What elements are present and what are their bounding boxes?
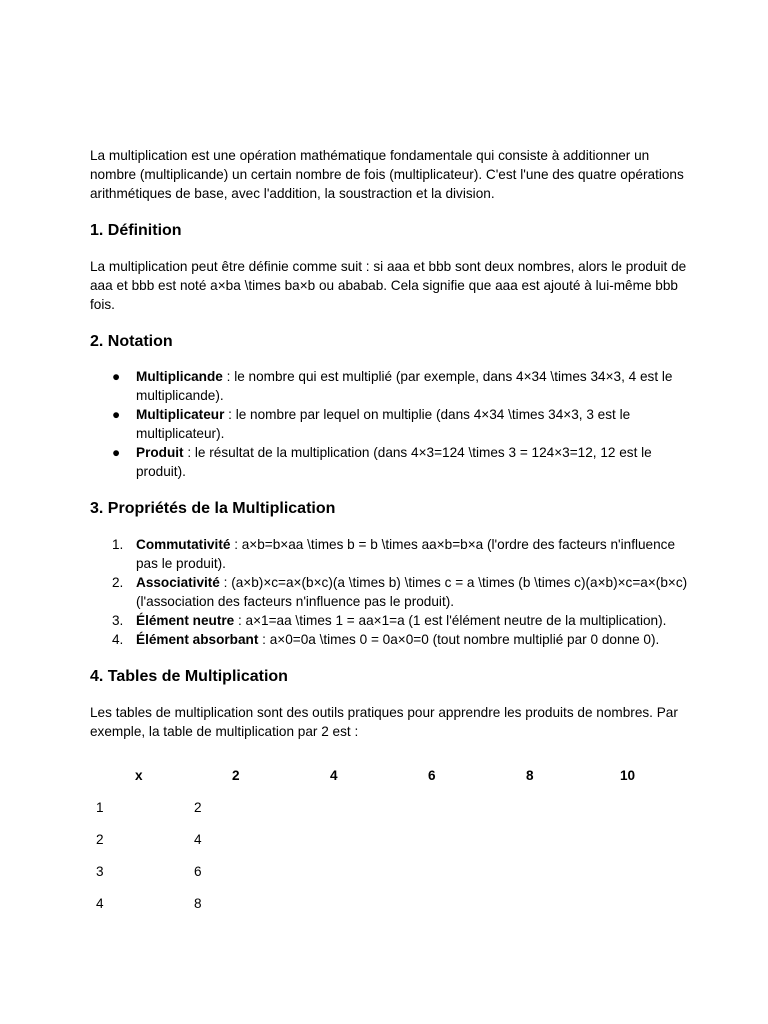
table-cell: 6 (194, 863, 202, 879)
table-header-cell: 4 (330, 767, 338, 783)
table-cell: 4 (194, 831, 202, 847)
notation-list (90, 367, 690, 481)
property-term: Élément absorbant (136, 632, 259, 647)
table-header-cell: 2 (232, 767, 240, 783)
section-title-definition: 1. Définition (90, 222, 182, 239)
table-cell (384, 855, 482, 887)
table-cell: 2 (96, 831, 104, 847)
table-cell (580, 855, 678, 887)
table-header-cell: 10 (620, 767, 636, 783)
notation-item (90, 443, 690, 481)
notation-item (90, 405, 690, 443)
list-number: 3. (112, 613, 124, 628)
table-cell: 2 (194, 799, 202, 815)
table-header-cell: 8 (526, 767, 534, 783)
definition-paragraph: La multiplication peut être définie comme suit : si aaa et bbb sont deux nombres, alors le produit de aaa et bbb est noté a×ba \times ba×b ou ababab. Cela signifie que aaa est ajouté à lui-même bbb fois. (90, 259, 687, 312)
notation-item (90, 367, 690, 405)
table-cell (286, 855, 384, 887)
multiplication-table (90, 759, 678, 919)
properties-list (90, 535, 690, 649)
notation-term: Multiplicande (136, 369, 223, 384)
table-cell (482, 887, 580, 919)
property-text: : a×b=b×aa \times b = b \times aa×b=b×a (l'ordre des facteurs n'influence pas le produit). (136, 537, 676, 571)
table-cell: 3 (96, 863, 104, 879)
document-page (90, 146, 690, 919)
section-title-properties: 3. Propriétés de la Multiplication (90, 500, 336, 517)
table-cell (384, 887, 482, 919)
notation-term: Produit (136, 445, 184, 460)
table-cell (482, 855, 580, 887)
table-cell (286, 823, 384, 855)
notation-text: : le nombre par lequel on multiplie (dans 4×34 \times 34×3, 3 est le multiplicateur). (136, 407, 631, 441)
table-cell (384, 791, 482, 823)
property-term: Élément neutre (136, 613, 235, 628)
list-number: 4. (112, 632, 124, 647)
property-term: Commutativité (136, 537, 231, 552)
table-cell (482, 823, 580, 855)
bullet-icon: ● (112, 369, 121, 384)
table-header-row (90, 759, 678, 791)
section-title-notation: 2. Notation (90, 333, 173, 350)
table-cell: 1 (96, 799, 104, 815)
table-cell (482, 791, 580, 823)
table-row (90, 823, 678, 855)
property-item (90, 573, 690, 611)
tables-paragraph: Les tables de multiplication sont des outils pratiques pour apprendre les produits de nombres. Par exemple, la table de multiplication par 2 est : (90, 705, 678, 739)
table-header-cell: x (135, 767, 143, 783)
property-item (90, 535, 690, 573)
property-text: : (a×b)×c=a×(b×c)(a \times b) \times c = a \times (b \times c)(a×b)×c=a×(b×c) (l'association des facteurs n'influence pas le produit). (136, 575, 688, 609)
property-item (90, 630, 690, 649)
table-cell: 8 (194, 895, 202, 911)
table-header-cell: 6 (428, 767, 436, 783)
notation-term: Multiplicateur (136, 407, 225, 422)
property-text: : a×1=aa \times 1 = aa×1=a (1 est l'élément neutre de la multiplication). (234, 613, 667, 628)
intro-paragraph: La multiplication est une opération mathématique fondamentale qui consiste à additionner un nombre (multiplicande) un certain nombre de fois (multiplicateur). C'est l'une des quatre opérations arithmétiques de base, avec l'addition, la soustraction et la division. (90, 148, 684, 201)
bullet-icon: ● (112, 445, 121, 460)
section-title-tables: 4. Tables de Multiplication (90, 668, 288, 685)
table-cell (580, 823, 678, 855)
table-cell: 4 (96, 895, 104, 911)
property-text: : a×0=0a \times 0 = 0a×0=0 (tout nombre multiplié par 0 donne 0). (258, 632, 660, 647)
table-cell (580, 791, 678, 823)
table-cell (384, 823, 482, 855)
property-item (90, 611, 690, 630)
list-number: 2. (112, 575, 124, 590)
property-term: Associativité (136, 575, 220, 590)
table-row (90, 791, 678, 823)
list-number: 1. (112, 537, 124, 552)
table-cell (286, 887, 384, 919)
table-cell (286, 791, 384, 823)
table-cell (580, 887, 678, 919)
table-row (90, 887, 678, 919)
notation-text: : le résultat de la multiplication (dans 4×3=124 \times 3 = 124×3=12, 12 est le produit). (136, 445, 652, 479)
bullet-icon: ● (112, 407, 121, 422)
notation-text: : le nombre qui est multiplié (par exemple, dans 4×34 \times 34×3, 4 est le multiplicande). (136, 369, 673, 403)
table-row (90, 855, 678, 887)
